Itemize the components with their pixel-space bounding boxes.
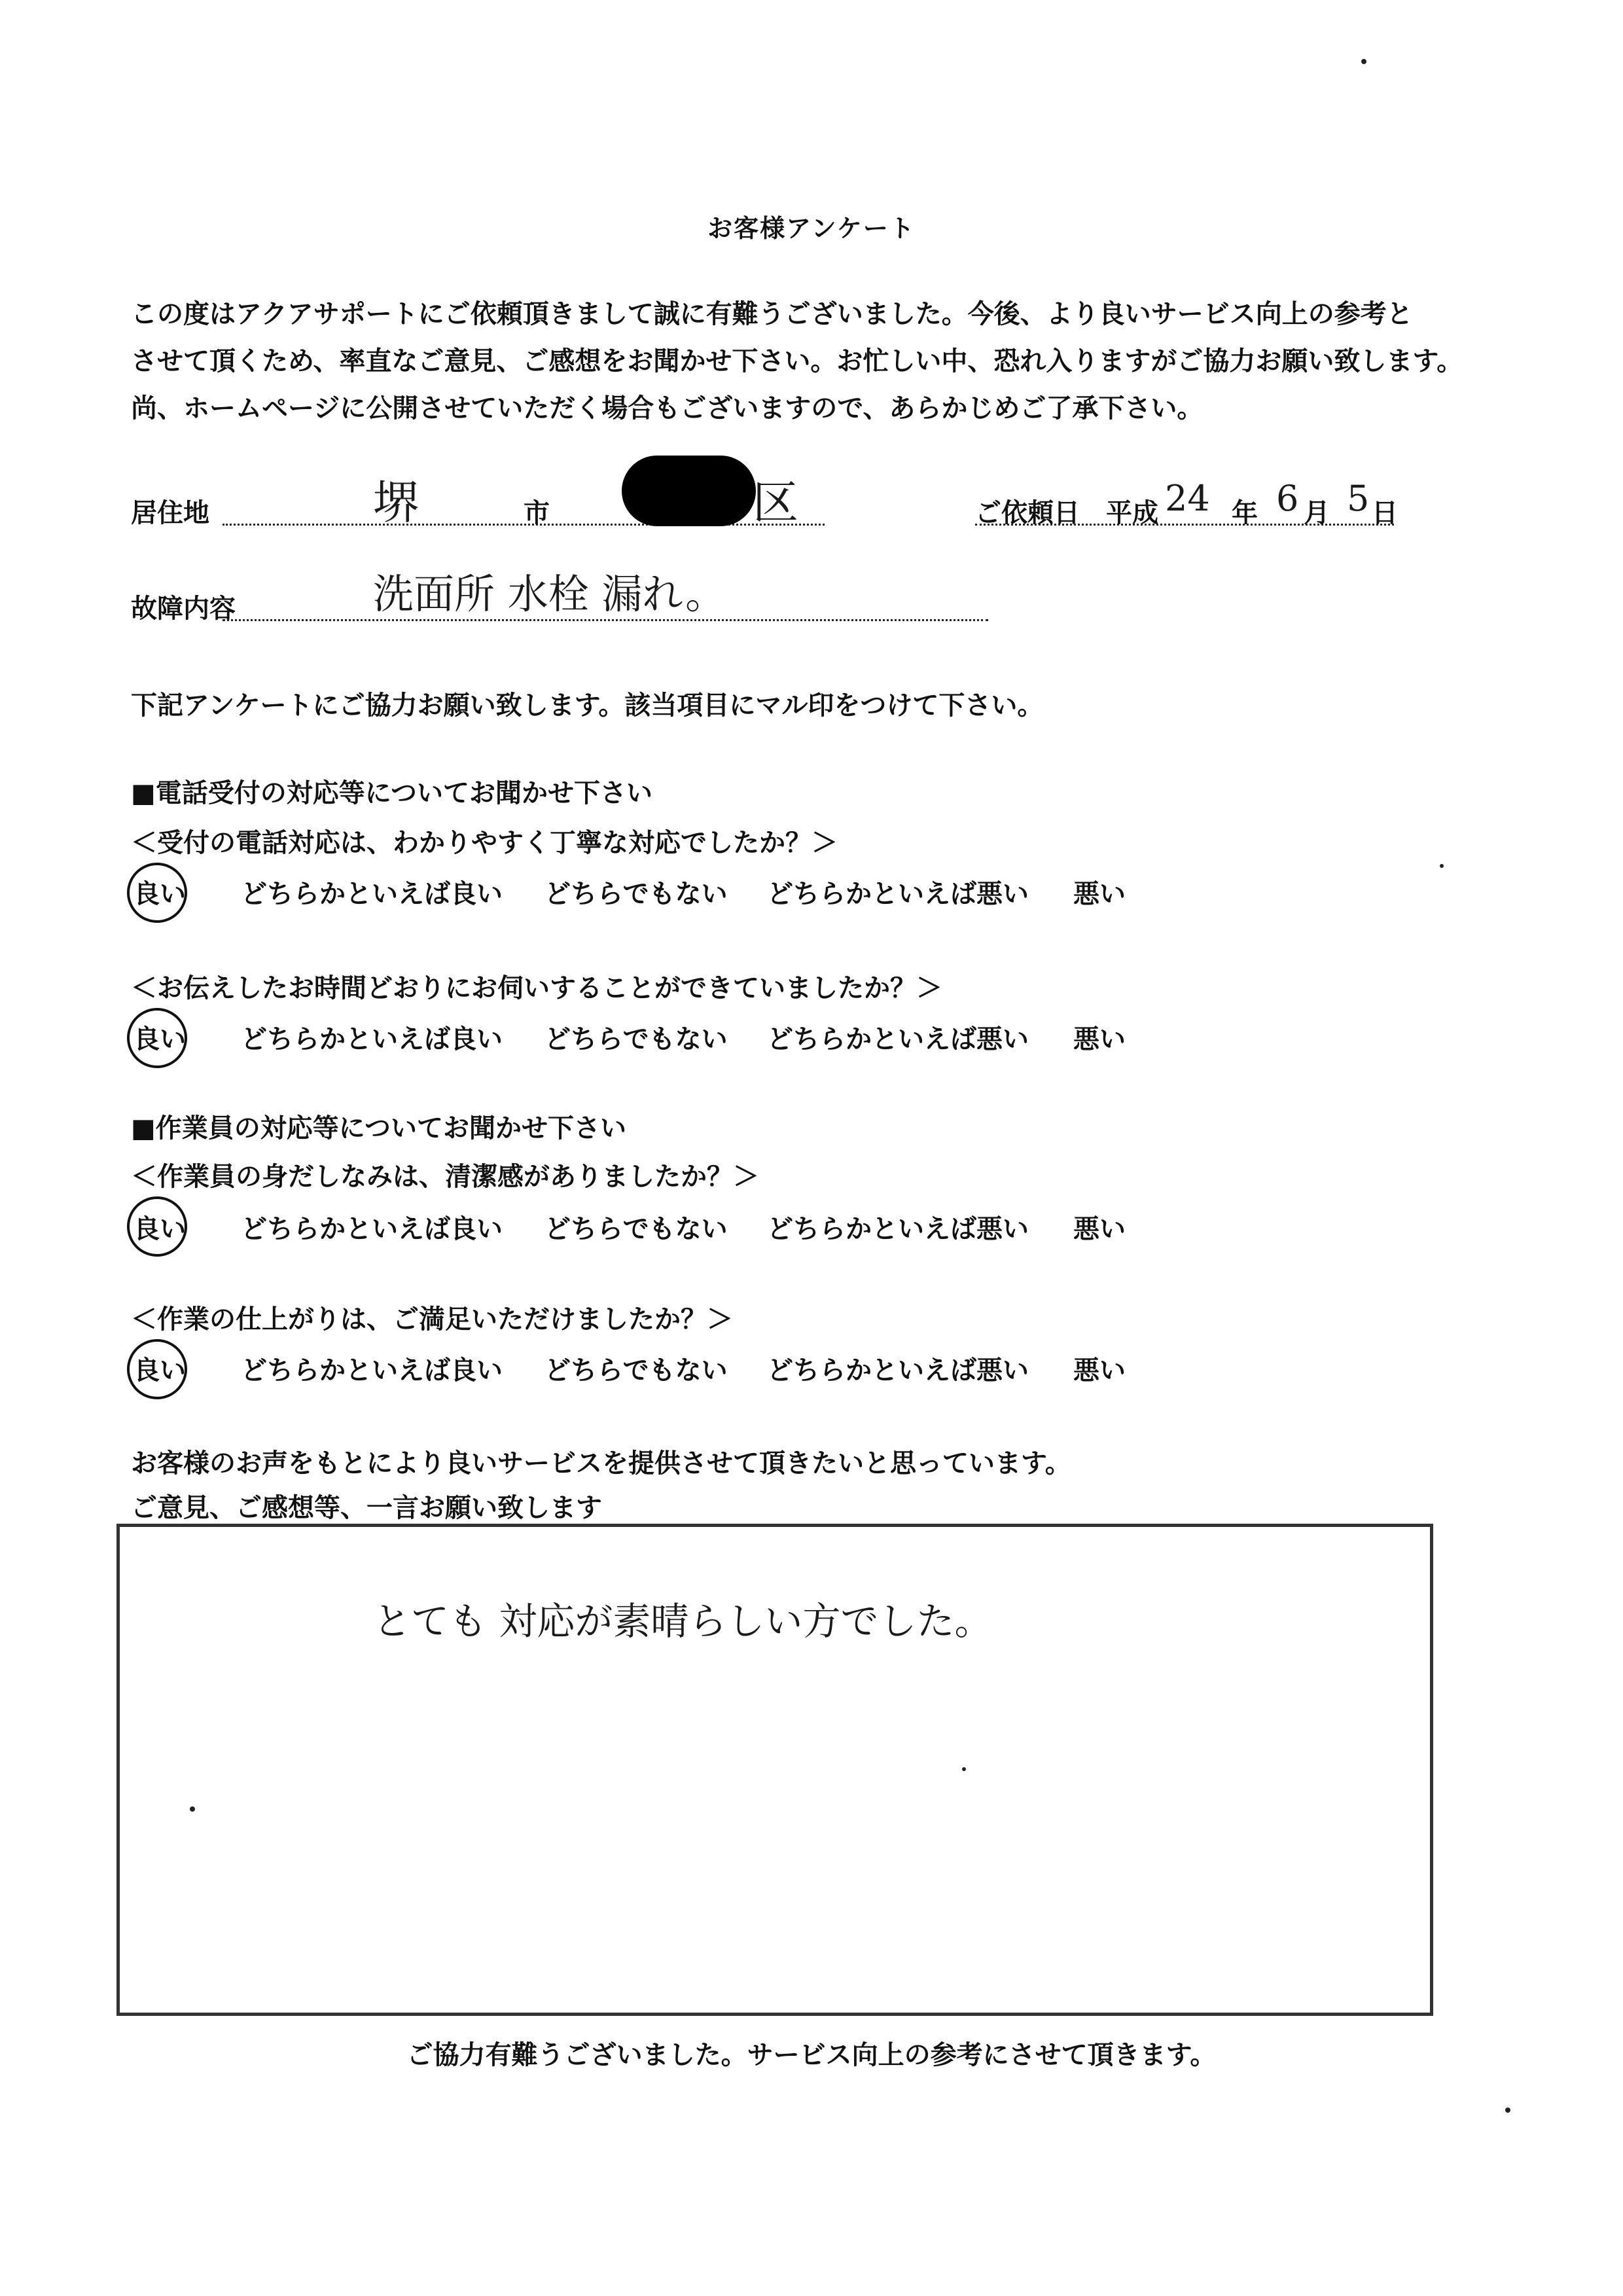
scan-speck: [190, 1806, 195, 1812]
intro-line-1: この度はアクアサポートにご依頼頂きまして誠に有難うございました。今後、より良いサービス向上の参考と: [131, 299, 1413, 329]
q4-option-neutral[interactable]: どちらでもない: [544, 1355, 728, 1386]
q4-option-bad[interactable]: 悪い: [1073, 1355, 1126, 1386]
comment-handwritten-line-1: とても 対応が素晴らしい方でした。: [373, 1599, 993, 1643]
comment-prompt-line-1: お客様のお声をもとにより良いサービスを提供させて頂きたいと思っています。: [131, 1448, 1071, 1479]
scan-speck: [1505, 2108, 1510, 2113]
instruction-text: 下記アンケートにご協力お願い致します。該当項目にマル印をつけて下さい。: [131, 691, 1044, 721]
request-month-value: 6: [1276, 478, 1299, 519]
question-3: ＜作業員の身だしなみは、清潔感がありましたか？＞: [131, 1162, 759, 1192]
q1-option-good[interactable]: 良い: [134, 879, 186, 909]
request-date-underline: [975, 524, 1394, 526]
section-heading-worker: ■作業員の対応等についてお聞かせ下さい: [131, 1113, 626, 1143]
q2-option-neutral[interactable]: どちらでもない: [544, 1024, 728, 1054]
residence-label: 居住地: [131, 498, 209, 528]
scan-speck: [962, 1767, 966, 1771]
fault-value: 洗面所 水栓 漏れ。: [373, 570, 726, 618]
residence-city-value: 堺: [373, 476, 419, 529]
request-date-era: 平成: [1106, 498, 1158, 528]
closing-text: ご協力有難うございました。サービス向上の参考にさせて頂きます。: [406, 2040, 1217, 2070]
q3-option-somewhat-good[interactable]: どちらかといえば良い: [241, 1214, 503, 1244]
question-4: ＜作業の仕上がりは、ご満足いただけましたか？＞: [131, 1304, 733, 1335]
redaction-mark: [622, 456, 756, 526]
question-1: ＜受付の電話対応は、わかりやすく丁寧な対応でしたか？＞: [131, 828, 838, 858]
question-2: ＜お伝えしたお時間どおりにお伺いすることができていましたか？＞: [131, 973, 942, 1003]
intro-line-3: 尚、ホームページに公開させていただく場合もございますので、あらかじめご了承下さい。: [131, 393, 1204, 423]
request-year-suffix: 年: [1232, 498, 1258, 528]
q1-option-somewhat-good[interactable]: どちらかといえば良い: [241, 879, 503, 909]
q1-option-neutral[interactable]: どちらでもない: [544, 879, 728, 909]
q2-option-somewhat-good[interactable]: どちらかといえば良い: [241, 1024, 503, 1054]
request-month-suffix: 月: [1304, 498, 1330, 528]
request-day-suffix: 日: [1372, 498, 1398, 528]
q4-option-somewhat-good[interactable]: どちらかといえば良い: [241, 1355, 503, 1386]
request-day-value: 5: [1347, 478, 1370, 519]
q1-option-bad[interactable]: 悪い: [1073, 879, 1126, 909]
q2-option-somewhat-bad[interactable]: どちらかといえば悪い: [767, 1024, 1029, 1054]
residence-ward-value: 区: [753, 476, 798, 529]
q3-option-somewhat-bad[interactable]: どちらかといえば悪い: [767, 1214, 1029, 1244]
residence-city-suffix: 市: [524, 498, 550, 528]
q3-option-good[interactable]: 良い: [134, 1214, 186, 1244]
q2-option-bad[interactable]: 悪い: [1073, 1024, 1126, 1054]
request-year-value: 24: [1165, 478, 1210, 519]
fault-label: 故障内容: [131, 594, 236, 624]
q3-option-neutral[interactable]: どちらでもない: [544, 1214, 728, 1244]
scan-speck: [1361, 59, 1366, 64]
q1-option-somewhat-bad[interactable]: どちらかといえば悪い: [767, 879, 1029, 909]
request-date-label: ご依頼日: [975, 498, 1080, 528]
survey-title: お客様アンケート: [707, 214, 916, 243]
q3-option-bad[interactable]: 悪い: [1073, 1214, 1126, 1244]
q4-option-good[interactable]: 良い: [134, 1355, 186, 1386]
q4-option-somewhat-bad[interactable]: どちらかといえば悪い: [767, 1355, 1029, 1386]
q2-option-good[interactable]: 良い: [134, 1024, 186, 1054]
intro-line-2: させて頂くため、率直なご意見、ご感想をお聞かせ下さい。お忙しい中、恐れ入りますがご協力お願い致します。: [131, 346, 1463, 376]
section-heading-phone: ■電話受付の対応等についてお聞かせ下さい: [131, 778, 652, 808]
comment-prompt-line-2: ご意見、ご感想等、一言お願い致します: [131, 1493, 602, 1523]
scan-speck: [1440, 864, 1444, 868]
